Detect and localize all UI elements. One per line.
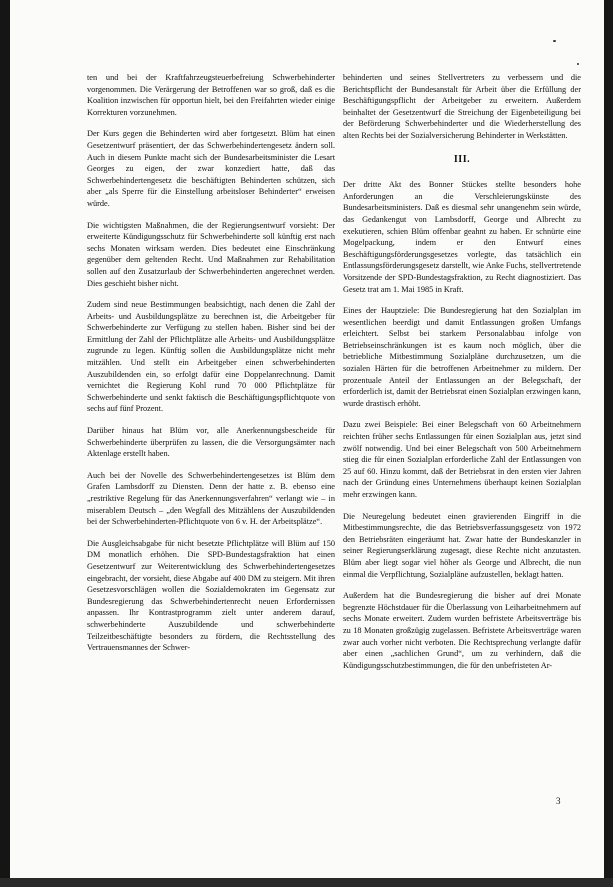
scan-border-right [604,0,613,887]
right-column [343,72,581,681]
page-number: 3 [556,796,561,806]
paragraph: Außerdem hat die Bundesregierung die bisher auf drei Monate begrenzte Höchstdauer für die Überlassung von Leiharbeitnehmern auf sechs Monate erweitert. Zudem wurden befristete Arbeitsverträge bis zu 18 Monaten großzügig zugelassen. Befristete Arbeitsverträge waren zwar auch vorher nicht verboten. Die Rechtsprechung verlangte dafür aber einen „sachlichen Grund“, um zu verhindern, daß die Kündigungsschutzbestimmungen, die für den unbefristeten Ar- [343,591,581,670]
paragraph: Der Kurs gegen die Behinderten wird aber fortgesetzt. Blüm hat einen Gesetzentwurf präsentiert, der das Schwerbehindertengesetz ändern soll. Auch in diesem Punkte macht sich der Bundesarbeitsminister die Lesart Georges zu eigen, der zwar konzediert hatte, daß das Schwerbehindertengesetz die beschäftigten Behinderten schützen, sich aber „als Sperre für die Einstellung arbeitsloser Behinderter“ erweisen würde. [87,129,335,208]
scan-speck [577,63,579,65]
paragraph: Dazu zwei Beispiele: Bei einer Belegschaft von 60 Arbeitnehmern reichten früher sechs Entlassungen für einen Sozialplan aus, jetzt sind zwölf notwendig. Und bei einer Belegschaft von 500 Arbeitnehmern stieg die für einen Sozialplan erforderliche Zahl der Entlassungen von 25 auf 60. Hinzu kommt, daß der Betriebsrat in den ersten vier Jahren nach der Gründung eines Unternehmens überhaupt keinen Sozialplan mehr erzwingen kann. [343,420,581,499]
paragraph: Die Ausgleichsabgabe für nicht besetzte Pflichtplätze will Blüm auf 150 DM monatlich erhöhen. Die SPD-Bundestagsfraktion hat einen Gesetzentwurf zur Weiterentwicklung des Schwerbehindertengesetzes eingebracht, der vorsieht, diese Abgabe auf 400 DM zu steigern. Mit ihren Gesetzesvorschlägen wollen die Sozialdemokraten im Gegensatz zur Bundesregierung das Schwerbehindertenrecht neuen Erfordernissen anpassen. Ihr Kontrastprogramm zielt unter anderem darauf, schwerbehinderte Auszubildende und schwerbehinderte Teilzeitbeschäftigte besonders zu fördern, die Rechtsstellung des Vertrauensmannes der Schwer- [87,538,335,653]
paragraph: ten und bei der Kraftfahrzeugsteuerbefreiung Schwerbehinderter vorgenommen. Die Verärgerung der Betroffenen war so groß, daß es die Koalition inzwischen für opportun hielt, bei den Freifahrten wieder einige Korrekturen vorzunehmen. [87,73,335,117]
paragraph: Darüber hinaus hat Blüm vor, alle Anerkennungsbescheide für Schwerbehinderte überprüfen zu lassen, die die Versorgungsämter nach Aktenlage erstellt haben. [87,426,335,459]
paragraph: behinderten und seines Stellvertreters zu verbessern und die Berichtspflicht der Bundesanstalt für Arbeit über die Erfüllung der Beschäftigungspflicht der Arbeitgeber zu erweitern. Außerdem beinhaltet der Gesetzentwurf die Streichung der Eigenbeteiligung bei der Beförderung Schwerbehinderter und die Wiederherstellung des alten Rechts bei der Sozialversicherung Behinderter in Werkstätten. [343,73,581,140]
left-column [87,72,335,664]
paragraph: Zudem sind neue Bestimmungen beabsichtigt, nach denen die Zahl der Arbeits- und Ausbildungsplätze zu berechnen ist, die Arbeitgeber für Schwerbehinderte zur Verfügung zu stellen haben. Bisher sind bei der Ermittlung der Zahl der Pflichtplätze alle Arbeits- und Ausbildungsplätze zugrunde zu legen. Künftig sollen die Ausbildungsplätze nicht mehr mitzählen. Und stellt ein Arbeitgeber einen schwerbehinderten Auszubildenden ein, so erfolgt dafür eine Doppelanrechnung. Damit vernichtet die Regierung Kohl rund 70 000 Pflichtplätze für Schwerbehinderte und senkt faktisch die Beschäftigungspflichtquote von sechs auf fünf Prozent. [87,300,335,414]
scan-border-bottom [0,878,613,887]
paragraph: Auch bei der Novelle des Schwerbehindertengesetzes ist Blüm dem Grafen Lambsdorff zu Diensten. Denn der hatte z. B. ebenso eine „restriktive Regelung für das Anerkennungsverfahren“ verlangt wie – in miserablem Deutsch – „den Wegfall des Mitzählens der Auszubildenden bei der Schwerbehinderten-Pflichtquote von 6 v. H. der Arbeitsplätze“. [87,470,335,527]
paragraph: Eines der Hauptziele: Die Bundesregierung hat den Sozialplan im wesentlichen beerdigt und damit Entlassungen großen Umfangs erleichtert. Selbst bei starkem Personalabbau infolge von Betriebseinschränkungen ist es kaum noch möglich, über die betriebliche Mitbestimmung Sozialpläne durchzusetzen, um die sozialen Härten für die betroffenen Arbeitnehmer zu mildern. Der prozentuale Anteil der Entlassungen an der Belegschaft, der erforderlich ist, damit der Betriebsrat einen Sozialplan erzwingen kann, wurde drastisch erhöht. [343,306,581,408]
paragraph: Der dritte Akt des Bonner Stückes stellte besonders hohe Anforderungen an die Verschleierungskünste des Bundesarbeitsministers. Daß es diesmal sehr unangenehm sein würde, das Gedankengut von Lambsdorff, George und Albrecht zu exekutieren, schien Blüm offenbar geahnt zu haben. Er schnürte eine Mogelpackung, indem er den Entwurf eines Beschäftigungsförderungsgesetzes vorlegte, das tatsächlich ein Entlassungsförderungsgesetz darstellt, wie Anke Fuchs, stellvertretende Vorsitzende der SPD-Bundestagsfraktion, zu Recht diagnostiziert. Das Gesetz trat am 1. Mai 1985 in Kraft. [343,180,582,294]
paragraph: Die wichtigsten Maßnahmen, die der Regierungsentwurf vorsieht: Der erweiterte Kündigungsschutz für Schwerbehinderte soll künftig erst nach sechs Monaten wirksam werden. Dies bedeutet eine Einschränkung gegenüber dem geltenden Recht. Und Maßnahmen zur Rehabilitation sollen auf den Zusatzurlaub der Schwerbehinderten angerechnet werden. Dies geschieht bisher nicht. [87,220,335,288]
scan-speck [553,40,556,42]
section-heading: III. [453,153,471,165]
paragraph: Die Neuregelung bedeutet einen gravierenden Eingriff in die Mitbestimmungsrechte, die das Betriebsverfassungsgesetz von 1972 den Betriebsräten eingeräumt hat. Zwar hatte der Bundeskanzler in seiner Regierungserklärung zugesagt, diese Rechte nicht anzutasten. Blüm aber liegt sogar viel höher als George und Albrecht, die nun einmal die Verpflichtung, Sozialpläne aufzustellen, beklagt hatten. [343,511,581,579]
scan-border-left [0,0,10,887]
